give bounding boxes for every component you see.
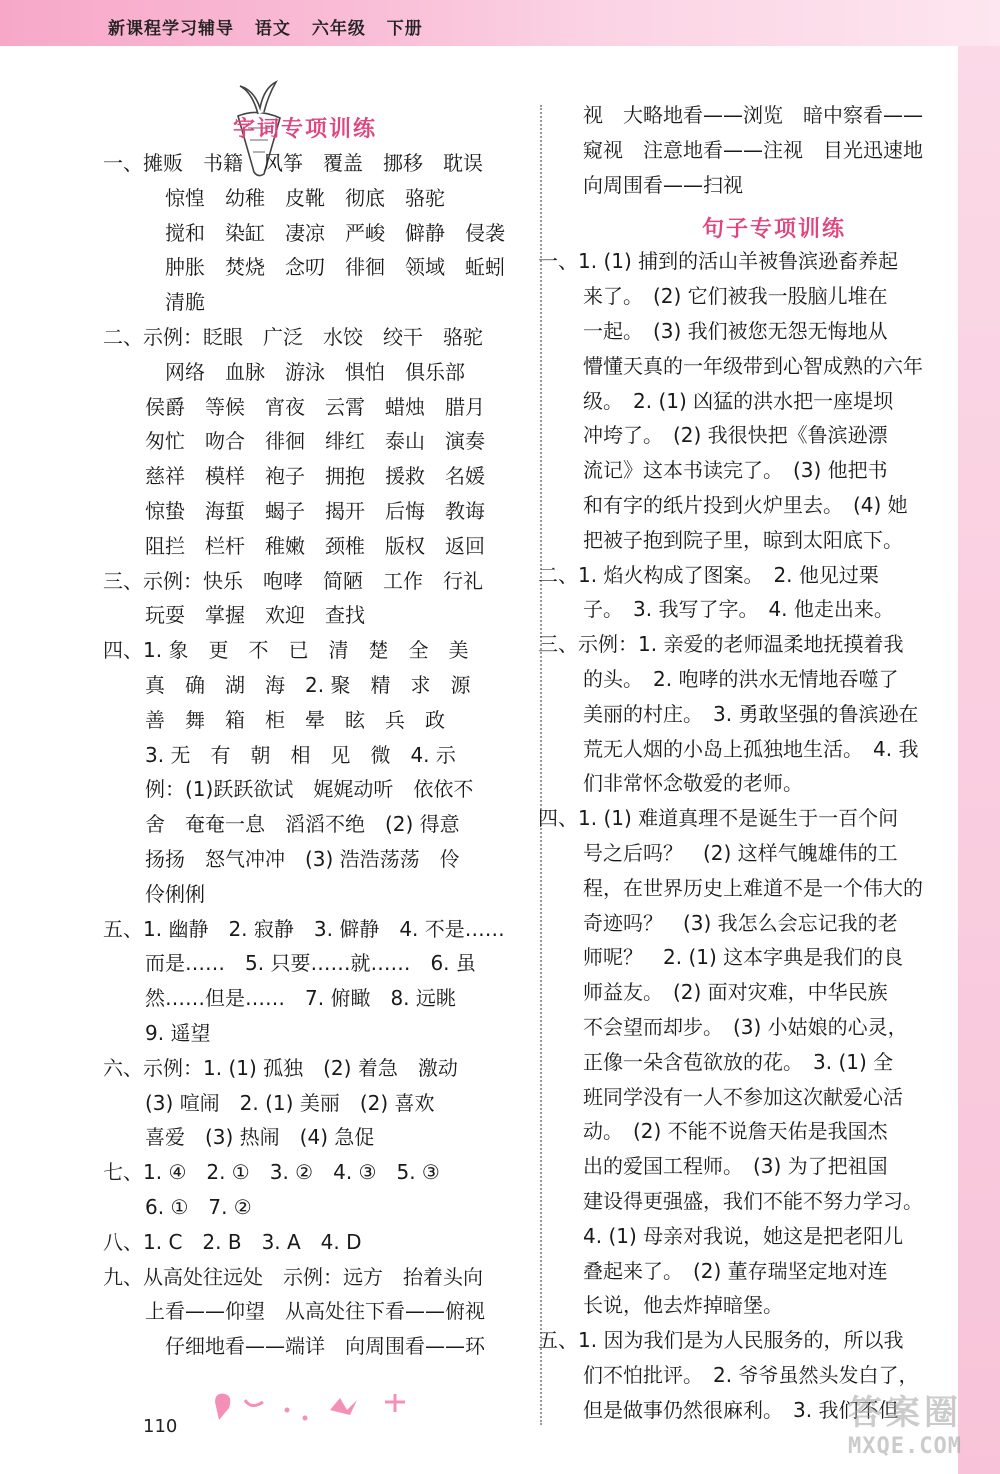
- answer-line: 三、示例：快乐 咆哮 简陋 工作 行礼: [103, 568, 483, 593]
- answer-line: 师呢？ 2. (1) 这本字典是我们的良: [583, 945, 904, 970]
- right-margin-band: [958, 46, 1000, 1474]
- answer-line: 九、从高处往远处 示例：远方 抬着头向: [103, 1264, 483, 1289]
- answer-line: 叠起来了。 (2) 董存瑞坚定地对连: [583, 1258, 888, 1283]
- answer-line: 三、示例：1. 亲爱的老师温柔地抚摸着我: [538, 632, 904, 657]
- answer-line: 肿胀 焚烧 念叨 徘徊 领域 蚯蚓: [165, 255, 505, 280]
- answer-line: 七、1. ④ 2. ① 3. ② 4. ③ 5. ③: [103, 1160, 440, 1185]
- subject: 语文: [254, 19, 291, 39]
- answer-line: 惊蛰 海蜇 蝎子 揭开 后悔 教诲: [145, 498, 485, 523]
- answer-line: 慈祥 模样 袍子 拥抱 援救 名媛: [145, 464, 485, 489]
- answer-line: 而是…… 5. 只要……就…… 6. 虽: [145, 951, 476, 976]
- answer-line: 建设得更强盛，我们不能不努力学习。: [583, 1188, 923, 1213]
- answer-line: 荒无人烟的小岛上孤独地生活。 4. 我: [583, 736, 919, 761]
- answer-line: 真 确 湖 海 2. 聚 精 求 源: [145, 672, 471, 697]
- answer-line: 清脆: [165, 290, 205, 315]
- answer-line: 匆忙 吻合 徘徊 绯红 泰山 演奏: [145, 429, 485, 454]
- answer-line: 动。 (2) 不能不说詹天佑是我国杰: [583, 1119, 888, 1144]
- answer-line: 4. (1) 母亲对我说，她这是把老阳儿: [583, 1223, 904, 1248]
- answer-line: 善 舞 箱 柜 晕 眩 兵 政: [145, 707, 445, 732]
- answer-line: 但是做事仍然很麻利。 3. 我们不但: [583, 1397, 899, 1422]
- answer-line: 例：(1)跃跃欲试 娓娓动听 依依不: [145, 777, 474, 802]
- answer-line: 二、1. 焰火构成了图案。 2. 他见过栗: [538, 562, 879, 587]
- answer-line: (3) 喧闹 2. (1) 美丽 (2) 喜欢: [145, 1090, 435, 1115]
- answer-line: 长说，他去炸掉暗堡。: [583, 1293, 783, 1318]
- grade: 六年级: [311, 19, 366, 39]
- answer-line: 把被子抱到院子里，晾到太阳底下。: [583, 527, 903, 552]
- answer-line: 八、1. C 2. B 3. A 4. D: [103, 1229, 362, 1254]
- answer-line: 6. ① 7. ②: [145, 1194, 252, 1219]
- answer-line: 3. 无 有 朝 相 见 微 4. 示: [145, 742, 456, 767]
- answer-line: 美丽的村庄。 3. 勇敢坚强的鲁滨逊在: [583, 701, 919, 726]
- answer-line: 侯爵 等候 宵夜 云霄 蜡烛 腊月: [145, 394, 485, 419]
- answer-line: 程，在世界历史上难道不是一个伟大的: [583, 875, 923, 900]
- answer-line: 和有字的纸片投到火炉里去。 (4) 她: [583, 492, 908, 517]
- page-number: 110: [143, 1416, 178, 1437]
- answer-line: 懵懂天真的一年级带到心智成熟的六年: [583, 353, 923, 378]
- left-column: [103, 146, 528, 1364]
- answer-line: 正像一朵含苞欲放的花。 3. (1) 全: [583, 1049, 894, 1074]
- answer-line: 师益友。 (2) 面对灾难，中华民族: [583, 980, 888, 1005]
- answer-line: 舍 奄奄一息 滔滔不绝 (2) 得意: [145, 812, 460, 837]
- answer-line: 不会望而却步。 (3) 小姑娘的心灵，: [583, 1014, 908, 1039]
- answer-line: 阻拦 栏杆 稚嫩 颈椎 版权 返回: [145, 533, 485, 558]
- book-title: 新课程学习辅导: [108, 19, 234, 39]
- answer-line: 子。 3. 我写了字。 4. 他走出来。: [583, 597, 894, 622]
- answer-line: 出的爱国工程师。 (3) 为了把祖国: [583, 1154, 888, 1179]
- answer-line: 的头。 2. 咆哮的洪水无情地吞噬了: [583, 666, 899, 691]
- answer-line: 六、示例：1. (1) 孤独 (2) 着急 激动: [103, 1055, 458, 1080]
- answer-line: 一、1. (1) 捕到的活山羊被鲁滨逊畜养起: [538, 249, 899, 274]
- section-title-sentences: 句子专项训练: [702, 217, 847, 242]
- answer-line: 玩耍 掌握 欢迎 查找: [145, 603, 365, 628]
- answer-line: 们非常怀念敬爱的老师。: [583, 771, 803, 796]
- answer-line: 五、1. 因为我们是为人民服务的，所以我: [538, 1328, 904, 1353]
- answer-line: 喜爱 (3) 热闹 (4) 急促: [145, 1125, 375, 1150]
- answer-line: 窥视 注意地看——注视 目光迅速地: [583, 137, 923, 162]
- watermark-line1: 答案圈: [848, 1393, 962, 1433]
- answer-line: 冲垮了。 (2) 我很快把《鲁滨逊漂: [583, 423, 888, 448]
- answer-line: 仔细地看——端详 向周围看——环: [165, 1334, 485, 1359]
- running-header: [108, 14, 437, 39]
- answer-line: 号之后吗？ (2) 这样气魄雄伟的工: [583, 840, 898, 865]
- answer-line: 班同学没有一人不参加这次献爱心活: [583, 1084, 903, 1109]
- right-column: [538, 98, 958, 1427]
- answer-line: 五、1. 幽静 2. 寂静 3. 僻静 4. 不是……: [103, 916, 505, 941]
- column-divider: [540, 105, 542, 1425]
- answer-line: 向周围看——扫视: [583, 172, 743, 197]
- answer-line: 们不怕批评。 2. 爷爷虽然头发白了，: [583, 1362, 919, 1387]
- answer-line: 视 大略地看——浏览 暗中察看——: [583, 103, 923, 127]
- watermark-line2: MXQE.COM: [848, 1434, 962, 1459]
- answer-line: 扬扬 怒气冲冲 (3) 浩浩荡荡 伶: [145, 846, 460, 871]
- answer-line: 四、1. 象 更 不 已 清 楚 全 美: [103, 638, 469, 663]
- watermark: [820, 1385, 990, 1470]
- answer-line: 级。 2. (1) 凶猛的洪水把一座堤坝: [583, 388, 894, 413]
- answer-line: 二、示例：眨眼 广泛 水饺 绞干 骆驼: [103, 324, 483, 349]
- section-title-words: 字词专项训练: [233, 117, 378, 142]
- answer-line: 来了。 (2) 它们被我一股脑儿堆在: [583, 284, 888, 309]
- answer-line: 惊惶 幼稚 皮靴 彻底 骆驼: [165, 185, 445, 210]
- answer-line: 四、1. (1) 难道真理不是诞生于一百个问: [538, 806, 899, 831]
- answer-line: 上看——仰望 从高处往下看——俯视: [145, 1299, 485, 1324]
- answer-line: 然……但是…… 7. 俯瞰 8. 远眺: [145, 986, 456, 1011]
- answer-line: 奇迹吗？ (3) 我怎么会忘记我的老: [583, 910, 898, 935]
- answer-line: 一起。 (3) 我们被您无怨无悔地从: [583, 318, 888, 343]
- answer-line: 网络 血脉 游泳 惧怕 俱乐部: [165, 359, 465, 384]
- answer-line: 9. 遥望: [145, 1020, 211, 1045]
- answer-line: 流记》这本书读完了。 (3) 他把书: [583, 458, 888, 483]
- answer-line: 搅和 染缸 凄凉 严峻 僻静 侵袭: [165, 220, 505, 245]
- answer-line: 一、摊贩 书籍 风筝 覆盖 挪移 耽误: [103, 151, 483, 175]
- decorative-hearts-icon: [205, 1380, 435, 1430]
- volume: 下册: [386, 19, 423, 39]
- answer-line: 伶俐俐: [145, 881, 205, 906]
